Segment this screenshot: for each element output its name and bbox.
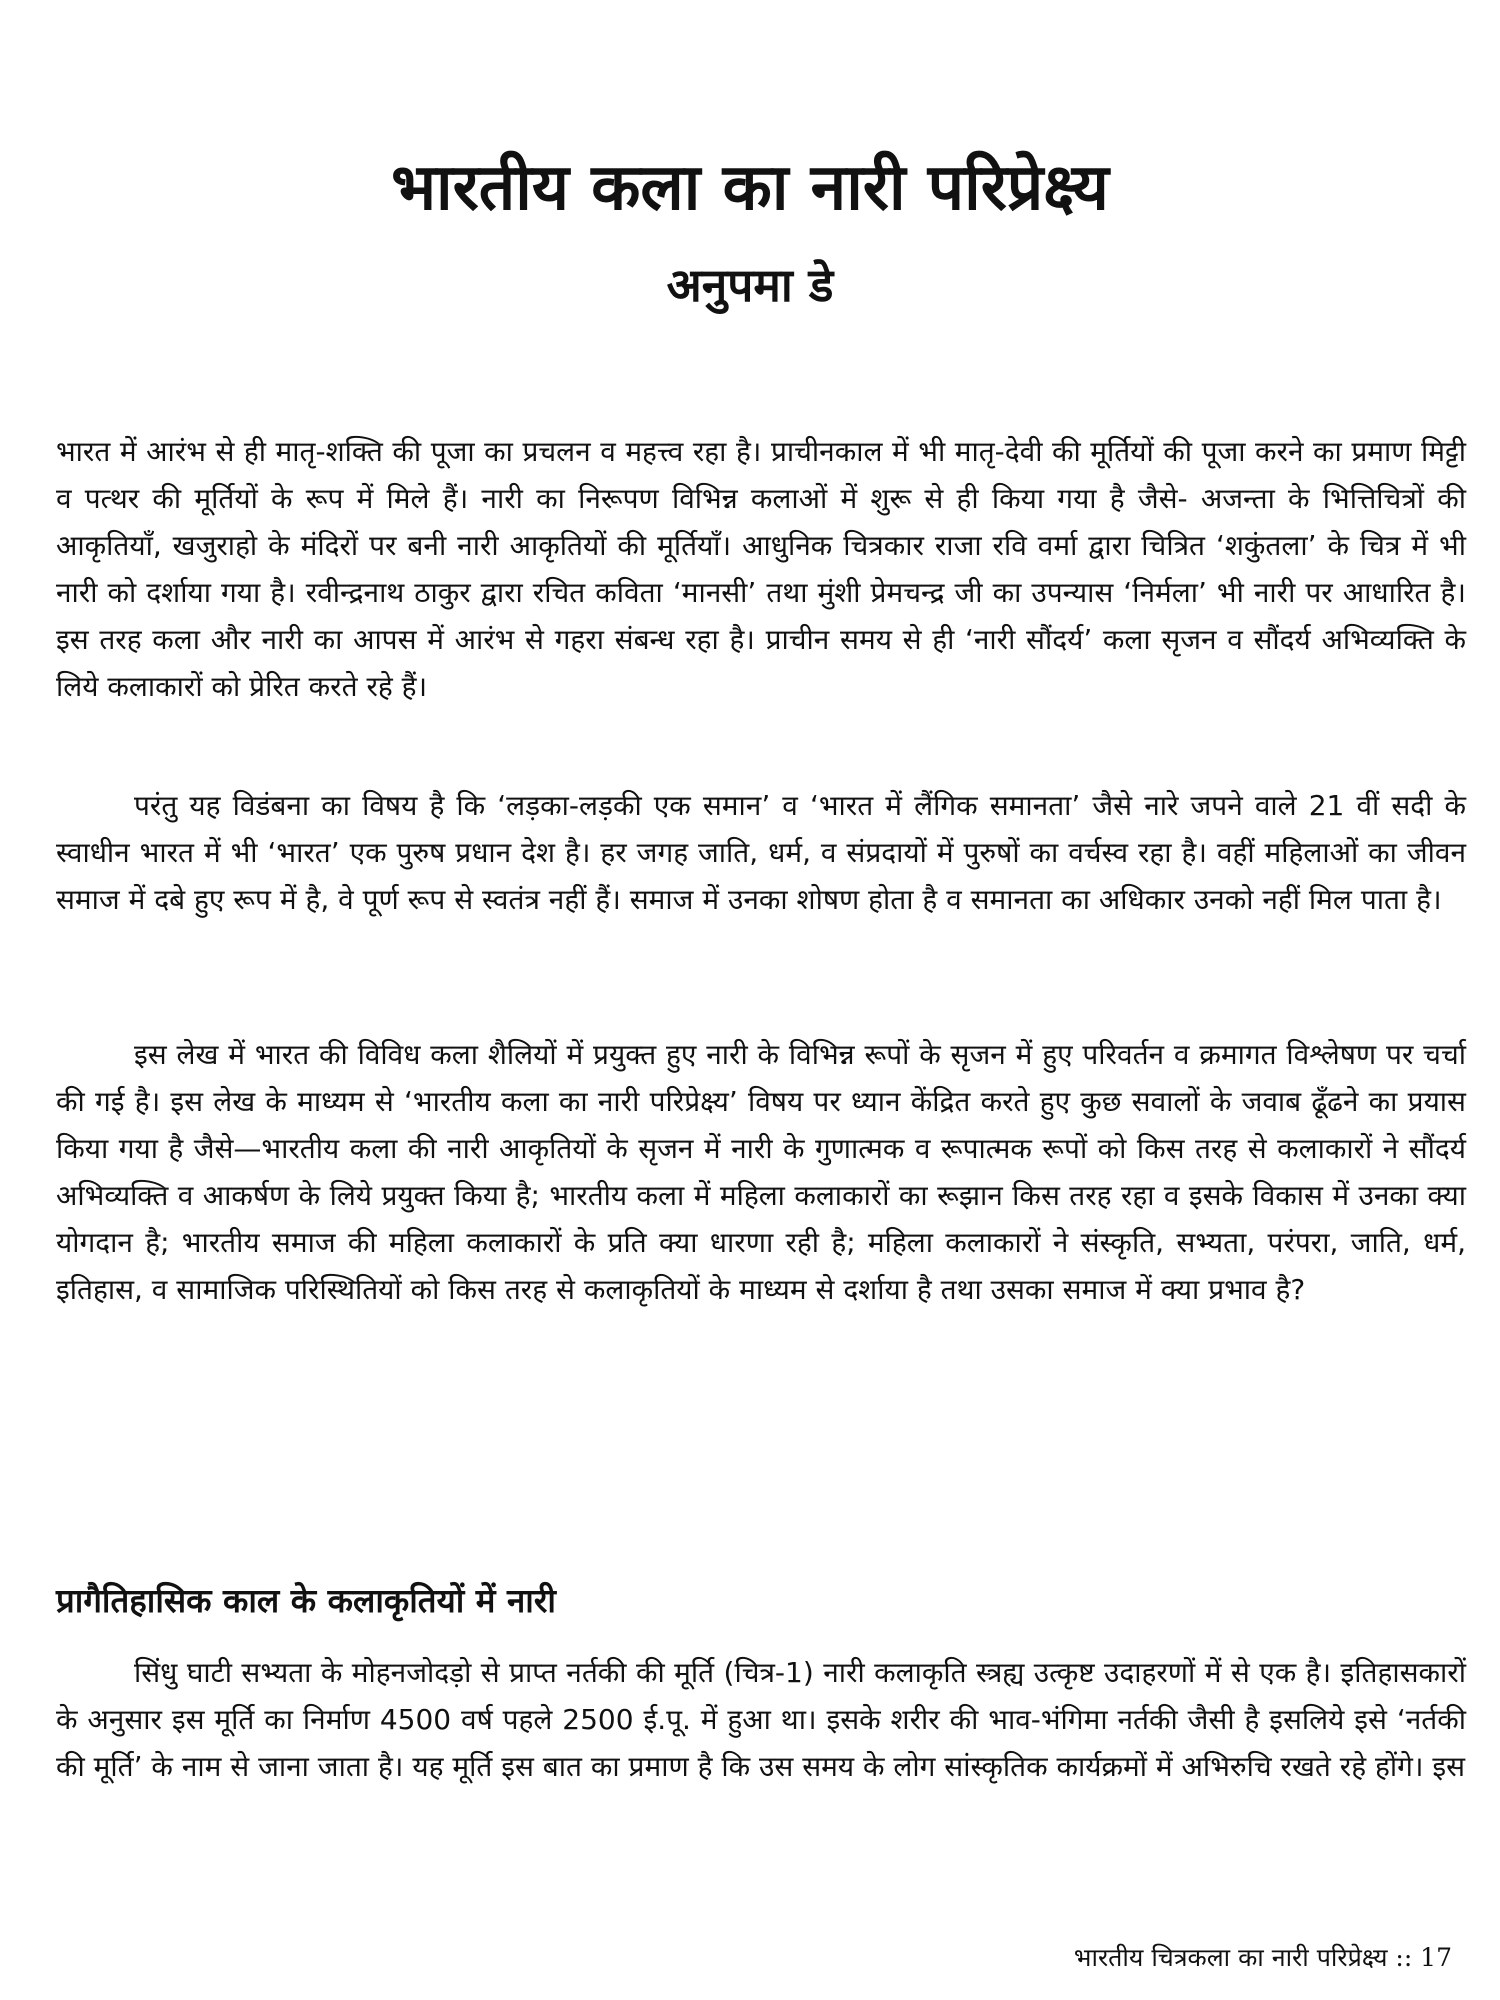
page-footer: भारतीय चित्रकला का नारी परिप्रेक्ष्य :: 17 — [1073, 1943, 1452, 1972]
intro-paragraph: भारत में आरंभ से ही मातृ-शक्ति की पूजा का प्रचलन व महत्त्व रहा है। प्राचीनकाल में भी मातृ-देवी की मूर्तियों की पूजा करने का प्रमाण मिट्टी व पत्थर की मूर्तियों के रूप में मिले हैं। नारी का निरूपण विभिन्न कलाओं में शुरू से ही किया गया है जैसे- अजन्ता के भित्तिचित्रों की आकृतियाँ, खजुराहो के मंदिरों पर बनी नारी आकृतियों की मूर्तियाँ। आधुनिक चित्रकार राजा रवि वर्मा द्वारा चित्रित ‘शकुंतला’ के चित्र में भी नारी को दर्शाया गया है। रवीन्द्रनाथ ठाकुर द्वारा रचित कविता ‘मानसी’ तथा मुंशी प्रेमचन्द्र जी का उपन्यास ‘निर्मला’ भी नारी पर आधारित है। इस तरह कला और नारी का आपस में आरंभ से गहरा संबन्ध रहा है। प्राचीन समय से ही ‘नारी सौंदर्य’ कला सृजन व सौंदर्य अभिव्यक्ति के लिये कलाकारों को प्रेरित करते रहे हैं। — [56, 435, 1466, 703]
second-paragraph: परंतु यह विडंबना का विषय है कि ‘लड़का-लड़की एक समान’ व ‘भारत में लैंगिक समानता’ जैसे नारे जपने वाले 21 वीं सदी के स्वाधीन भारत में भी ‘भारत’ एक पुरुष प्रधान देश है। हर जगह जाति, धर्म, व संप्रदायों में पुरुषों का वर्चस्व रहा है। वहीं महिलाओं का जीवन समाज में दबे हुए रूप में है, वे पूर्ण रूप से स्वतंत्र नहीं हैं। समाज में उनका शोषण होता है व समानता का अधिकार उनको नहीं मिल पाता है। — [56, 789, 1466, 916]
section-heading: प्रागैतिहासिक काल के कलाकृतियों में नारी — [56, 1581, 556, 1620]
page-title: भारतीय कला का नारी परिप्रेक्ष्य — [391, 151, 1109, 225]
author-name: अनुपमा डे — [666, 258, 834, 312]
third-paragraph: इस लेख में भारत की विविध कला शैलियों में प्रयुक्त हुए नारी के विभिन्न रूपों के सृजन में हुए परिवर्तन व क्रमागत विश्लेषण पर चर्चा की गई है। इस लेख के माध्यम से ‘भारतीय कला का नारी परिप्रेक्ष्य’ विषय पर ध्यान केंद्रित करते हुए कुछ सवालों के जवाब ढूँढने का प्रयास किया गया है जैसे—भारतीय कला की नारी आकृतियों के सृजन में नारी के गुणात्मक व रूपात्मक रूपों को किस तरह से कलाकारों ने सौंदर्य अभिव्यक्ति व आकर्षण के लिये प्रयुक्त किया है; भारतीय कला में महिला कलाकारों का रूझान किस तरह रहा व इसके विकास में उनका क्या योगदान है; भारतीय समाज की महिला कलाकारों के प्रति क्या धारणा रही है; महिला कलाकारों ने संस्कृति, सभ्यता, परंपरा, जाति, धर्म, इतिहास, व सामाजिक परिस्थितियों को किस तरह से कलाकृतियों के माध्यम से दर्शाया है तथा उसका समाज में क्या प्रभाव है? — [56, 1038, 1466, 1306]
section-paragraph: सिंधु घाटी सभ्यता के मोहनजोदड़ो से प्राप्त नर्तकी की मूर्ति (चित्र-1) नारी कलाकृति स्त्रह्य उत्कृष्ट उदाहरणों में से एक है। इतिहासकारों के अनुसार इस मूर्ति का निर्माण 4500 वर्ष पहले 2500 ई.पू. में हुआ था। इसके शरीर की भाव-भंगिमा नर्तकी जैसी है इसलिये इसे ‘नर्तकी की मूर्ति’ के नाम से जाना जाता है। यह मूर्ति इस बात का प्रमाण है कि उस समय के लोग सांस्कृतिक कार्यक्रमों में अभिरुचि रखते रहे होंगे। इस — [56, 1656, 1466, 1783]
